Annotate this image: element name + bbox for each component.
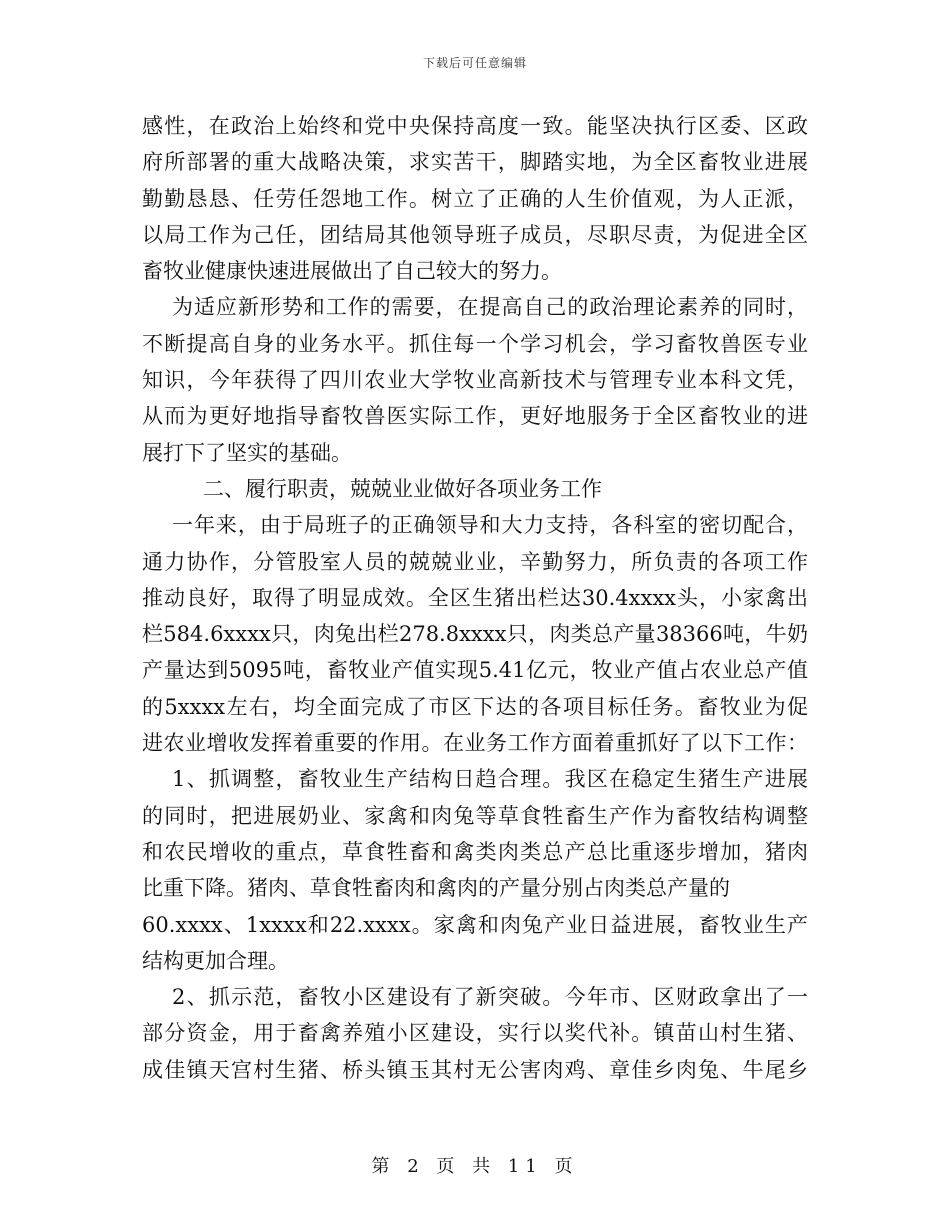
- text-line: 勤勤恳恳、任劳任怨地工作。树立了正确的人生价值观，为人正派，: [142, 186, 808, 211]
- text-line: 的同时，把进展奶业、家禽和肉兔等草食牲畜生产作为畜牧结构调整: [142, 803, 808, 828]
- paragraph-first-line: 为适应新形势和工作的需要，在提高自己的政治理论素养的同时，: [172, 295, 808, 320]
- text-line: 和农民增收的重点，草食牲畜和禽类肉类总产总比重逐步增加，猪肉: [142, 839, 808, 864]
- text-line: 进农业增收发挥着重要的作用。在业务工作方面着重抓好了以下工作：: [142, 731, 808, 756]
- document-body: [142, 108, 808, 1088]
- text-line: 产量达到5095吨，畜牧业产值实现5.41亿元，牧业产值占农业总产值: [142, 658, 808, 683]
- text-line: 畜牧业健康快速进展做出了自己较大的努力。: [142, 259, 562, 284]
- text-line: 的5xxxx左右，均全面完成了市区下达的各项目标任务。畜牧业为促: [142, 694, 808, 719]
- text-line: 不断提高自身的业务水平。抓住每一个学习机会，学习畜牧兽医专业: [142, 331, 808, 356]
- text-line: 通力协作，分管股室人员的兢兢业业，辛勤努力，所负责的各项工作: [142, 549, 808, 574]
- page-header: 下载后可任意编辑: [422, 56, 527, 70]
- text-line: 从而为更好地指导畜牧兽医实际工作，更好地服务于全区畜牧业的进: [142, 404, 808, 429]
- paragraph-first-line: 1、抓调整，畜牧业生产结构日趋合理。我区在稳定生猪生产进展: [172, 767, 808, 792]
- text-line: 60.xxxx、1xxxx和22.xxxx。家禽和肉兔产业日益进展，畜牧业生产: [142, 912, 808, 937]
- text-line: 府所部署的重大战略决策，求实苦干，脚踏实地，为全区畜牧业进展: [142, 150, 808, 175]
- text-line: 结构更加合理。: [142, 948, 289, 973]
- text-line: 部分资金，用于畜禽养殖小区建设，实行以奖代补。镇苗山村生猪、: [142, 1021, 808, 1046]
- page-footer: 第 2 页 共 11 页: [371, 1156, 579, 1177]
- text-line: 栏584.6xxxx只，肉兔出栏278.8xxxx只，肉类总产量38366吨，牛奶: [142, 622, 808, 647]
- text-line: 知识，今年获得了四川农业大学牧业高新技术与管理专业本科文凭，: [142, 368, 808, 393]
- text-line: 推动良好，取得了明显成效。全区生猪出栏达30.4xxxx头，小家禽出: [142, 585, 808, 610]
- text-line: 展打下了坚实的基础。: [142, 440, 352, 465]
- paragraph-first-line: 一年来，由于局班子的正确领导和大力支持，各科室的密切配合，: [172, 513, 808, 538]
- text-line: 成佳镇天宫村生猪、桥头镇玉其村无公害肉鸡、章佳乡肉兔、牛尾乡: [142, 1057, 808, 1082]
- paragraph-first-line: 2、抓示范，畜牧小区建设有了新突破。今年市、区财政拿出了一: [172, 985, 808, 1010]
- text-line: 比重下降。猪肉、草食牲畜肉和禽肉的产量分别占肉类总产量的: [142, 876, 730, 901]
- section-heading: 二、履行职责，兢兢业业做好各项业务工作: [203, 476, 602, 501]
- text-line: 以局工作为己任，团结局其他领导班子成员，尽职尽责，为促进全区: [142, 222, 808, 247]
- text-line: 感性，在政治上始终和党中央保持高度一致。能坚决执行区委、区政: [142, 114, 808, 138]
